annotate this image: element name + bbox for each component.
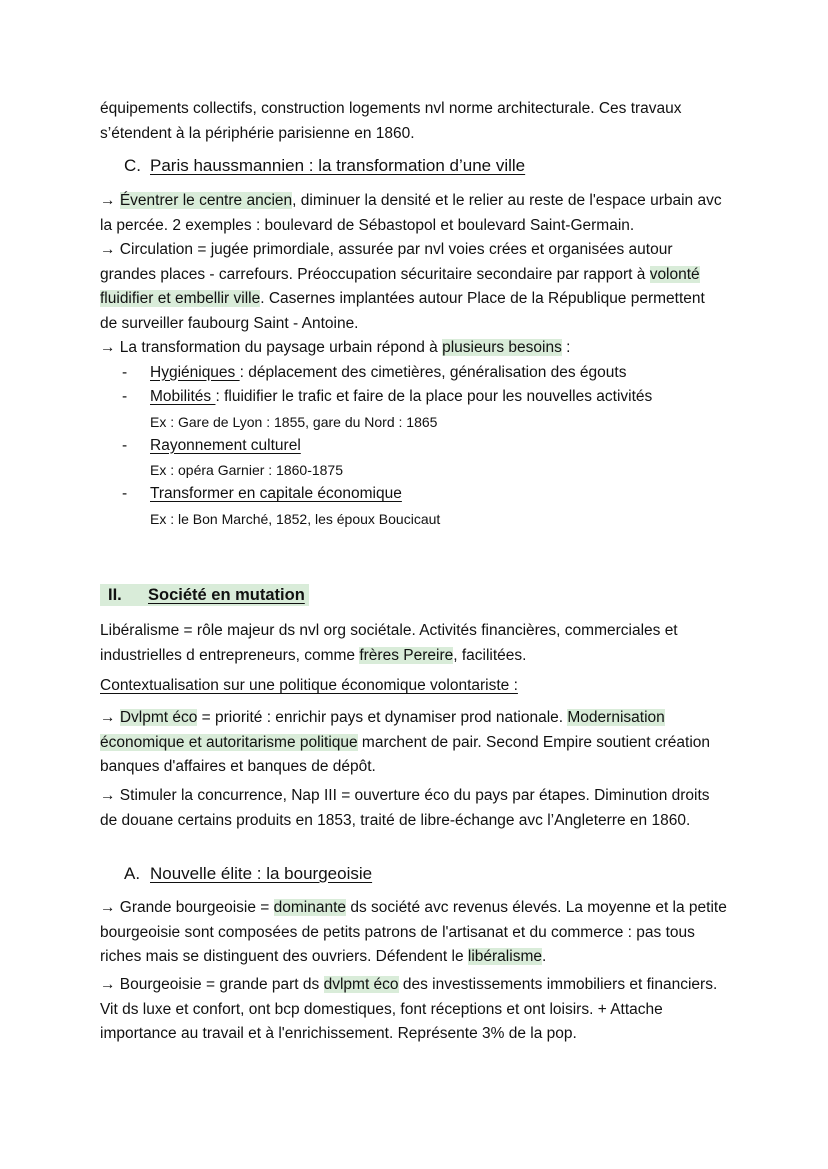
- list-item: [100, 385, 724, 410]
- list-item-title: Mobilités: [150, 388, 216, 405]
- section-ii-paragraph-3-wrap: [100, 784, 720, 833]
- context-heading: Contextualisation sur une politique économique volontariste :: [100, 677, 518, 694]
- section-ii-heading-highlight: [100, 584, 309, 606]
- section-a-paragraph-1-wrap: [100, 896, 730, 970]
- needs-list: [100, 361, 724, 531]
- highlight: Modernisation économique et autoritarisme politique: [100, 709, 665, 751]
- list-bullet: -: [122, 363, 128, 381]
- section-a-paragraph-2-wrap: [100, 973, 730, 1047]
- highlight: frères Pereire: [359, 646, 454, 664]
- section-ii-body: [100, 619, 730, 668]
- list-item-example: Ex : le Bon Marché, 1852, les époux Boucicaut: [150, 510, 441, 527]
- section-c-body: [100, 189, 724, 531]
- section-a-heading: [100, 861, 740, 887]
- intro-paragraph: [100, 97, 740, 146]
- section-c-paragraph-2: → Circulation = jugée primordiale, assurée par nvl voies crées et organisées autour grandes places - carrefours. Préoccupation sécuritaire secondaire par rapport à volonté fluidifier et embellir ville. Casernes implantées autour Place de la République permettent de surveiller faubourg Saint - Antoine.: [100, 241, 705, 332]
- intro-line-2: s’étendent à la périphérie parisienne en 1860.: [100, 124, 415, 142]
- context-heading-wrap: [100, 674, 730, 699]
- list-item-text: : déplacement des cimetières, généralisation des égouts: [239, 363, 627, 381]
- list-item-example: Ex : Gare de Lyon : 1855, gare du Nord : 1865: [150, 413, 438, 430]
- section-ii-number: II.: [108, 586, 122, 604]
- section-a-paragraph-1: → Grande bourgeoisie = dominante ds société avc revenus élevés. La moyenne et la petite bourgeoisie sont composées de petits patrons de l'artisanat et du commerce : pas tous riches mais se distinguent des ouvriers. Défendent le libéralisme.: [100, 899, 727, 965]
- list-item: [100, 361, 724, 386]
- list-item-title: Transformer en capitale économique: [150, 485, 402, 502]
- section-ii-paragraph-2-wrap: [100, 706, 715, 780]
- highlight: dominante: [273, 899, 347, 916]
- highlight: libéralisme: [467, 948, 542, 965]
- list-item-title: Hygiéniques: [150, 363, 240, 381]
- section-ii-heading: [100, 583, 740, 607]
- section-ii-paragraph-2: → Dvlpmt éco = priorité : enrichir pays et dynamiser prod nationale. Modernisation économique et autoritarisme politique marchent de pair. Second Empire soutient création banques d'affaires et banques de dépôt.: [100, 709, 711, 775]
- section-ii-paragraph-1: Libéralisme = rôle majeur ds nvl org sociétale. Activités financières, commerciales et industrielles d entrepreneurs, comme frères Pereire, facilitées.: [100, 622, 678, 664]
- section-a-paragraph-2: → Bourgeoisie = grande part ds dvlpmt éco des investissements immobiliers et financiers. Vit ds luxe et confort, ont bcp domestiques, font réceptions et ont loisirs. + Attache importance au travail et à l'enrichissement. Représente 3% de la pop.: [100, 976, 718, 1042]
- section-a-title: Nouvelle élite : la bourgeoisie: [150, 864, 373, 883]
- section-c-heading: [100, 153, 740, 179]
- section-c-paragraph-1: → Éventrer le centre ancien, diminuer la densité et le relier au reste de l'espace urbain avc la percée. 2 exemples : boulevard de Sébastopol et boulevard Saint-Germain.: [100, 192, 722, 234]
- list-bullet: -: [122, 388, 128, 405]
- list-item-text: : fluidifier le trafic et faire de la place pour les nouvelles activités: [215, 388, 653, 405]
- highlight: Dvlpmt éco: [119, 709, 198, 726]
- list-item-example: Ex : opéra Garnier : 1860-1875: [150, 462, 344, 478]
- section-ii-paragraph-3: → Stimuler la concurrence, Nap III = ouverture éco du pays par étapes. Diminution droits de douane certains produits en 1853, traité de libre-échange avc l’Angleterre en 1860.: [100, 787, 710, 829]
- section-c-title: Paris haussmannien : la transformation d’une ville: [150, 156, 526, 175]
- highlight: volonté fluidifier et embellir ville: [100, 265, 700, 307]
- list-bullet: -: [122, 436, 128, 454]
- section-c-letter: C.: [124, 156, 141, 175]
- highlight: Éventrer le centre ancien: [119, 192, 293, 209]
- list-bullet: -: [122, 485, 128, 502]
- list-item: [100, 482, 724, 507]
- section-ii-title: Société en mutation: [148, 586, 305, 604]
- list-item: [100, 434, 724, 459]
- list-item-title: Rayonnement culturel: [150, 436, 301, 454]
- intro-line-1: équipements collectifs, construction logements nvl norme architecturale. Ces travaux: [100, 100, 682, 117]
- highlight: dvlpmt éco: [323, 976, 399, 993]
- section-a-letter: A.: [124, 864, 141, 883]
- section-c-paragraph-3: → La transformation du paysage urbain répond à plusieurs besoins :: [100, 339, 571, 356]
- highlight: plusieurs besoins: [442, 339, 562, 356]
